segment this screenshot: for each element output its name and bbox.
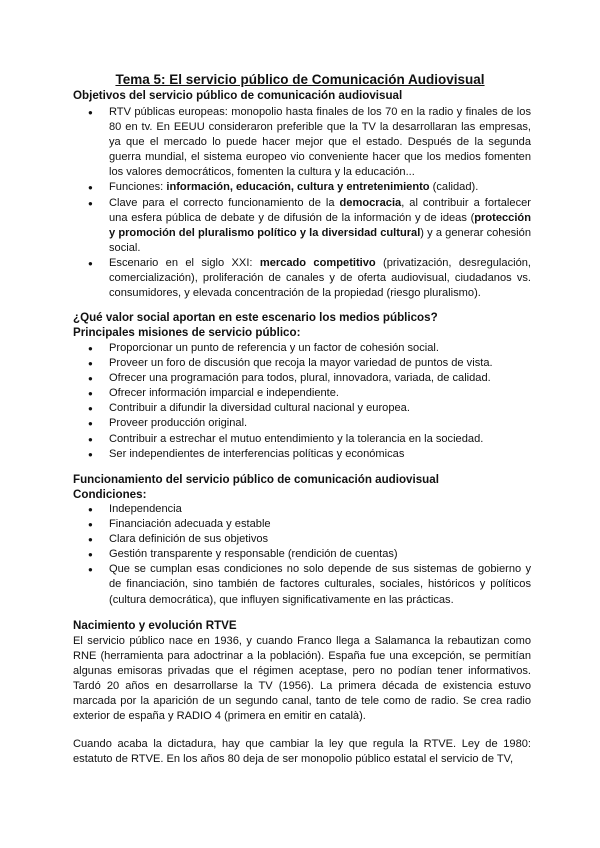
list-item-text: Escenario en el siglo XXI:: [109, 256, 260, 269]
list-item: ● Proporcionar un punto de referencia y un factor de cohesión social.: [88, 341, 531, 356]
list-item: ● Contribuir a difundir la diversidad cultural nacional y europea.: [88, 401, 531, 416]
bold-text: mercado competitivo: [259, 256, 376, 269]
list-item: ● Contribuir a estrechar el mutuo entendimiento y la tolerancia en la sociedad.: [88, 432, 531, 447]
list-item: ● Clara definición de sus objetivos: [88, 532, 531, 547]
paragraph-rtve-ley: Cuando acaba la dictadura, hay que cambiar la ley que regula la RTVE. Ley de 1980: estatuto de RTVE. En los años 80 deja de ser monopolio público estatal el servicio de TV,: [73, 738, 531, 766]
list-item: ● Gestión transparente y responsable (rendición de cuentas): [88, 547, 531, 562]
list-item: ● Ofrecer una programación para todos, plural, innovadora, variada, de calidad.: [88, 371, 531, 386]
list-item: [88, 105, 531, 180]
misiones-list: [88, 341, 531, 462]
section-heading-objetivos: Objetivos del servicio público de comunicación audiovisual: [73, 89, 403, 102]
list-item-text: Clave para el correcto funcionamiento de la: [109, 196, 340, 209]
list-item-text: (privatización, desregulación, comercialización), proliferación de canales y de oferta audiovisual, ciudadanos vs. consumidores, y elevada concentración de la propiedad (riesgo pluralismo).: [109, 256, 531, 300]
list-item: ● Independencia: [88, 502, 531, 517]
objetivos-list: [88, 105, 531, 301]
section-heading-misiones: Principales misiones de servicio público:: [73, 326, 301, 339]
section-heading-funcionamiento: Funcionamiento del servicio público de comunicación audiovisual: [73, 473, 439, 486]
bold-text: información, educación, cultura y entretenimiento: [166, 181, 430, 194]
list-item: [88, 196, 531, 256]
bold-text: democracia: [339, 196, 402, 209]
list-item: [88, 180, 531, 195]
list-item: ● Proveer un foro de discusión que recoja la mayor variedad de puntos de vista.: [88, 356, 531, 371]
list-item: [88, 256, 531, 301]
condiciones-list: [88, 502, 531, 608]
list-item: ● Financiación adecuada y estable: [88, 517, 531, 532]
list-item: ● Que se cumplan esas condiciones no solo depende de sus sistemas de gobierno y de financiación, sino también de factores culturales, sociales, históricos y políticos (cultura democrática), que influyen significativamente en las prácticas.: [88, 562, 531, 607]
section-heading-rtve: Nacimiento y evolución RTVE: [73, 619, 237, 632]
list-item-text: Funciones:: [109, 181, 167, 194]
bold-text: protección y promoción del pluralismo político y la diversidad cultural: [109, 211, 531, 239]
list-item-text: (calidad).: [429, 181, 479, 194]
list-item: ● Proveer producción original.: [88, 416, 531, 431]
paragraph-rtve-origen: El servicio público nace en 1936, y cuando Franco llega a Salamanca la rebautizan como RNE (herramienta para adoctrinar a la población). España fue una excepción, se permitían algunas emisoras privadas que el régimen aceptase, pero no podían tener informativos. Tardó 20 años en desarrollarse la TV (1956). La primera década de existencia estuvo marcada por la aparición de un segundo canal, tanto de tele como de radio. Se crea radio exterior de españa y RADIO 4 (primera en emitir en català).: [73, 635, 531, 723]
page-title: Tema 5: El servicio público de Comunicación Audiovisual: [115, 72, 485, 87]
list-item: ● Ser independientes de interferencias políticas y económicas: [88, 447, 531, 462]
list-item-text: ) y a generar cohesión social.: [109, 226, 531, 254]
list-item: ● Ofrecer información imparcial e independiente.: [88, 386, 531, 401]
section-heading-condiciones: Condiciones:: [73, 488, 147, 501]
list-item-text: , al contribuir a fortalecer una esfera pública de debate y de difusión de la información y de ideas (: [109, 196, 531, 224]
section-heading-valor-social: ¿Qué valor social aportan en este escenario los medios públicos?: [73, 311, 438, 324]
list-item-text: RTV públicas europeas: monopolio hasta finales de los 70 en la radio y finales de los 80 en tv. En EEUU consideraron preferible que la TV la desarrollaran las empresas, ya que el mercado lo puede hacer mejor que el estado. Después de la segunda guerra mundial, el sistema europeo vio conveniente hacer que los medios fomenten los valores democráticos, fomenten la cultura y la educación...: [109, 106, 531, 179]
